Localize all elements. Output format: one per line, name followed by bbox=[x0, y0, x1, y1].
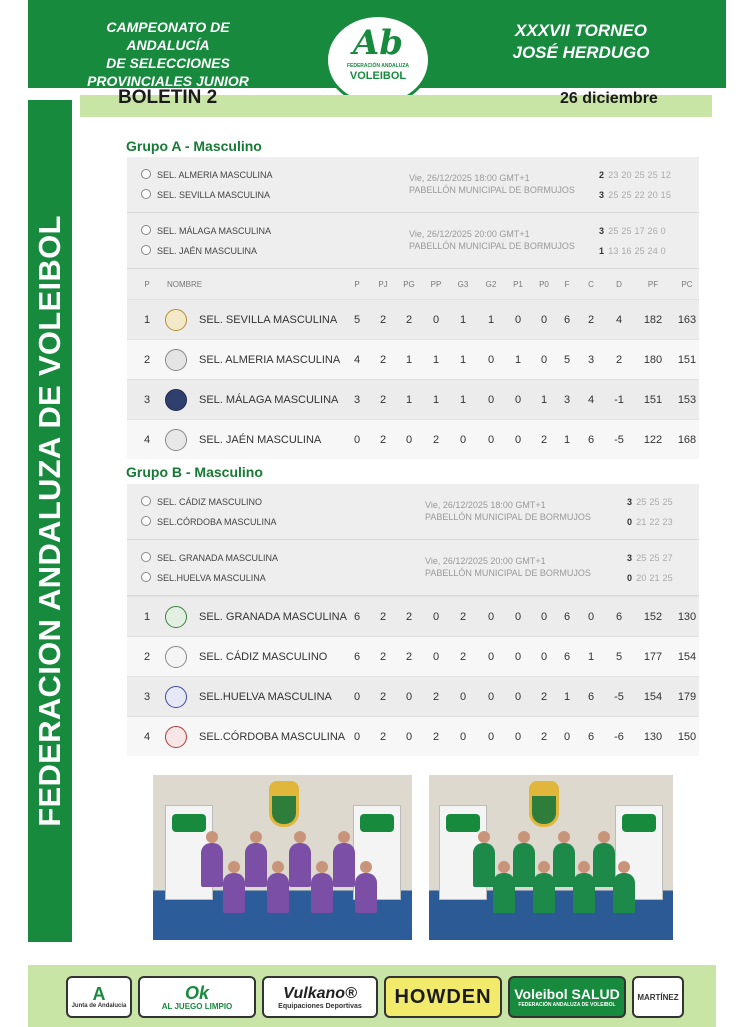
stat-f: 3 bbox=[563, 393, 571, 406]
player-figure bbox=[493, 873, 515, 913]
stat-f: 5 bbox=[563, 353, 571, 366]
team-photo-left bbox=[153, 775, 412, 940]
tournament-title-line-1: XXXVII TORNEO bbox=[515, 21, 647, 40]
stat-c: 6 bbox=[587, 690, 595, 703]
side-banner-text: FEDERACION ANDALUZA DE VOLEIBOL bbox=[32, 215, 67, 827]
stat-pp: 2 bbox=[432, 730, 440, 743]
stat-g3: 0 bbox=[459, 730, 467, 743]
team-name: SEL. ALMERIA MASCULINA bbox=[199, 353, 341, 366]
team-name: SEL. MÁLAGA MASCULINA bbox=[157, 226, 272, 236]
stat-g3: 0 bbox=[459, 690, 467, 703]
stat-pj: 2 bbox=[379, 433, 387, 446]
match-date: Vie, 26/12/2025 18:00 GMT+1 bbox=[425, 500, 546, 510]
sponsor-junta-andalucia bbox=[66, 976, 132, 1018]
match-info bbox=[409, 228, 575, 252]
team-crest-icon bbox=[165, 646, 187, 668]
home-score bbox=[627, 494, 673, 510]
stat-pf: 122 bbox=[643, 433, 663, 446]
standing-team bbox=[165, 340, 365, 379]
column-header: NOMBRE bbox=[167, 279, 203, 289]
group-a-panel bbox=[127, 157, 699, 459]
team-crest-icon bbox=[141, 516, 151, 526]
sponsors-bar bbox=[28, 965, 716, 1027]
sponsor-name: Vulkano® bbox=[283, 984, 357, 1002]
match-info bbox=[425, 555, 591, 579]
stat-pf: 182 bbox=[643, 313, 663, 326]
match-row[interactable] bbox=[127, 213, 699, 269]
stat-p1: 0 bbox=[514, 690, 522, 703]
stat-g3: 1 bbox=[459, 393, 467, 406]
tournament-title-line-2: JOSÉ HERDUGO bbox=[512, 43, 650, 62]
stat-d: -6 bbox=[614, 730, 624, 743]
standings-row[interactable] bbox=[127, 596, 699, 636]
standing-team bbox=[165, 677, 365, 716]
stat-c: 6 bbox=[587, 433, 595, 446]
federation-logo-small-text: FEDERACIÓN ANDALUZA bbox=[346, 63, 410, 69]
stat-g2: 0 bbox=[487, 650, 495, 663]
stat-pc: 150 bbox=[677, 730, 697, 743]
column-header: F bbox=[564, 279, 570, 289]
stat-g2: 0 bbox=[487, 690, 495, 703]
match-date: Vie, 26/12/2025 20:00 GMT+1 bbox=[409, 229, 530, 239]
stat-p: 0 bbox=[353, 730, 361, 743]
stat-p: 6 bbox=[353, 650, 361, 663]
standing-team bbox=[165, 637, 365, 676]
team-name: SEL. GRANADA MASCULINA bbox=[199, 610, 347, 623]
stat-d: 2 bbox=[615, 353, 623, 366]
stat-p0: 0 bbox=[540, 650, 548, 663]
home-sets-won: 3 bbox=[627, 553, 633, 563]
stat-p1: 0 bbox=[514, 433, 522, 446]
standing-position: 2 bbox=[143, 353, 151, 366]
sponsor-martinez bbox=[632, 976, 684, 1018]
team-name: SEL. ALMERIA MASCULINA bbox=[157, 170, 273, 180]
stat-p1: 1 bbox=[514, 353, 522, 366]
standings-row[interactable] bbox=[127, 716, 699, 756]
stat-g2: 1 bbox=[487, 313, 495, 326]
team-crest-icon bbox=[141, 245, 151, 255]
federation-logo-voleibol: VOLEIBOL bbox=[349, 70, 407, 82]
match-row[interactable] bbox=[127, 484, 699, 540]
standing-team bbox=[165, 380, 365, 419]
stat-p: 6 bbox=[353, 610, 361, 623]
stat-p1: 0 bbox=[514, 650, 522, 663]
team-crest-icon bbox=[165, 726, 187, 748]
standing-position: 2 bbox=[143, 650, 151, 663]
match-venue: PABELLÓN MUNICIPAL DE BORMUJOS bbox=[409, 185, 575, 195]
stat-p: 4 bbox=[353, 353, 361, 366]
column-header: P bbox=[144, 279, 150, 289]
sponsor-name: HOWDEN bbox=[394, 985, 492, 1008]
championship-title-line-3: PROVINCIALES JUNIOR bbox=[87, 73, 249, 89]
match-away-team bbox=[141, 514, 277, 530]
stat-c: 0 bbox=[587, 610, 595, 623]
team-name: SEL. CÁDIZ MASCULINO bbox=[157, 497, 263, 507]
team-name: SEL.HUELVA MASCULINA bbox=[157, 573, 266, 583]
home-score bbox=[599, 167, 671, 183]
standing-team bbox=[165, 300, 365, 339]
group-a-title: Grupo A - Masculino bbox=[126, 138, 262, 154]
stat-g3: 2 bbox=[459, 610, 467, 623]
stat-g2: 0 bbox=[487, 353, 495, 366]
sponsor-name: Voleibol SALUD bbox=[514, 986, 620, 1002]
match-home-team bbox=[141, 167, 273, 183]
match-away-team bbox=[141, 243, 257, 259]
team-crest-icon bbox=[165, 309, 187, 331]
home-score bbox=[627, 550, 673, 566]
stat-g3: 0 bbox=[459, 433, 467, 446]
stat-c: 2 bbox=[587, 313, 595, 326]
stat-pg: 2 bbox=[405, 610, 413, 623]
stat-p0: 0 bbox=[540, 353, 548, 366]
stat-pg: 1 bbox=[405, 353, 413, 366]
stat-pf: 152 bbox=[643, 610, 663, 623]
away-score bbox=[599, 187, 671, 203]
player-figure bbox=[355, 873, 377, 913]
stat-pj: 2 bbox=[379, 353, 387, 366]
stat-pf: 154 bbox=[643, 690, 663, 703]
player-figure bbox=[593, 843, 615, 887]
match-date: Vie, 26/12/2025 18:00 GMT+1 bbox=[409, 173, 530, 183]
stat-f: 6 bbox=[563, 313, 571, 326]
stat-pp: 0 bbox=[432, 313, 440, 326]
player-figure bbox=[473, 843, 495, 887]
standing-team bbox=[165, 420, 365, 459]
juego-limpio-logo-icon: Ok bbox=[184, 982, 209, 1003]
stat-p1: 0 bbox=[514, 730, 522, 743]
stat-p0: 0 bbox=[540, 610, 548, 623]
stat-f: 0 bbox=[563, 730, 571, 743]
match-home-team bbox=[141, 223, 271, 239]
stat-pc: 151 bbox=[677, 353, 697, 366]
stat-g3: 1 bbox=[459, 353, 467, 366]
away-score bbox=[627, 570, 673, 586]
coat-of-arms-icon bbox=[529, 793, 559, 827]
federation-logo bbox=[325, 14, 431, 106]
stat-f: 6 bbox=[563, 650, 571, 663]
away-score bbox=[599, 243, 666, 259]
player-figure bbox=[333, 843, 355, 887]
stat-pg: 2 bbox=[405, 650, 413, 663]
stat-p: 3 bbox=[353, 393, 361, 406]
sponsor-name: AL JUEGO LIMPIO bbox=[161, 1001, 233, 1011]
stat-p0: 2 bbox=[540, 730, 548, 743]
player-figure bbox=[245, 843, 267, 887]
player-figure bbox=[573, 873, 595, 913]
standings-header bbox=[127, 269, 699, 299]
column-header: P bbox=[354, 279, 360, 289]
column-header: PC bbox=[681, 279, 693, 289]
match-row[interactable] bbox=[127, 540, 699, 596]
team-crest-icon bbox=[165, 686, 187, 708]
home-set-points: 25 25 17 26 0 bbox=[608, 226, 666, 236]
team-crest-icon bbox=[141, 496, 151, 506]
group-b-panel bbox=[127, 484, 699, 756]
match-venue: PABELLÓN MUNICIPAL DE BORMUJOS bbox=[425, 568, 591, 578]
standing-position: 3 bbox=[143, 690, 151, 703]
column-header: P1 bbox=[513, 279, 523, 289]
match-home-team bbox=[141, 550, 278, 566]
player-figure bbox=[613, 873, 635, 913]
stat-g3: 1 bbox=[459, 313, 467, 326]
stat-pj: 2 bbox=[379, 730, 387, 743]
sponsor-howden bbox=[384, 976, 502, 1018]
column-header: PJ bbox=[378, 279, 388, 289]
stat-d: 5 bbox=[615, 650, 623, 663]
away-sets-won: 1 bbox=[599, 246, 605, 256]
sponsor-name: Junta de Andalucía bbox=[71, 1003, 127, 1009]
championship-title-line-2: DE SELECCIONES bbox=[106, 55, 230, 71]
stat-f: 1 bbox=[563, 433, 571, 446]
player-figure bbox=[513, 843, 535, 887]
match-away-team bbox=[141, 570, 266, 586]
standing-position: 4 bbox=[143, 433, 151, 446]
stat-d: -5 bbox=[614, 690, 624, 703]
player-figure bbox=[311, 873, 333, 913]
home-set-points: 23 20 25 25 12 bbox=[608, 170, 672, 180]
team-name: SEL. JAÉN MASCULINA bbox=[157, 246, 258, 256]
sponsor-voleibol-salud bbox=[508, 976, 626, 1018]
stat-p: 5 bbox=[353, 313, 361, 326]
column-header: PG bbox=[403, 279, 415, 289]
stat-p: 0 bbox=[353, 433, 361, 446]
match-date: Vie, 26/12/2025 20:00 GMT+1 bbox=[425, 556, 546, 566]
stat-pc: 130 bbox=[677, 610, 697, 623]
stat-pp: 0 bbox=[432, 610, 440, 623]
column-header: PF bbox=[647, 279, 659, 289]
stat-c: 6 bbox=[587, 730, 595, 743]
away-score bbox=[627, 514, 673, 530]
standing-position: 1 bbox=[143, 610, 151, 623]
home-sets-won: 3 bbox=[627, 497, 633, 507]
match-info bbox=[425, 499, 591, 523]
home-set-points: 25 25 27 bbox=[636, 553, 673, 563]
stat-pf: 180 bbox=[643, 353, 663, 366]
standings-row[interactable] bbox=[127, 379, 699, 419]
stat-p0: 1 bbox=[540, 393, 548, 406]
group-b-title: Grupo B - Masculino bbox=[126, 464, 263, 480]
stat-pg: 0 bbox=[405, 433, 413, 446]
home-sets-won: 2 bbox=[599, 170, 605, 180]
team-photo-right bbox=[429, 775, 673, 940]
stat-d: 4 bbox=[615, 313, 623, 326]
stat-pc: 153 bbox=[677, 393, 697, 406]
stat-pc: 163 bbox=[677, 313, 697, 326]
stat-g2: 0 bbox=[487, 433, 495, 446]
team-crest-icon bbox=[165, 389, 187, 411]
stat-pj: 2 bbox=[379, 650, 387, 663]
stat-pg: 0 bbox=[405, 690, 413, 703]
stat-p1: 0 bbox=[514, 313, 522, 326]
stat-d: -1 bbox=[614, 393, 624, 406]
stat-g2: 0 bbox=[487, 393, 495, 406]
team-name: SEL. SEVILLA MASCULINA bbox=[199, 313, 338, 326]
standing-position: 4 bbox=[143, 730, 151, 743]
column-header: C bbox=[588, 279, 594, 289]
team-crest-icon bbox=[165, 349, 187, 371]
player-figure bbox=[223, 873, 245, 913]
away-sets-won: 0 bbox=[627, 517, 633, 527]
team-name: SEL. MÁLAGA MASCULINA bbox=[199, 393, 339, 406]
column-header: PP bbox=[430, 279, 442, 289]
stat-pj: 2 bbox=[379, 313, 387, 326]
team-name: SEL. JAÉN MASCULINA bbox=[199, 433, 322, 446]
stat-pp: 2 bbox=[432, 690, 440, 703]
team-crest-icon bbox=[141, 572, 151, 582]
player-figure bbox=[533, 873, 555, 913]
stat-d: 6 bbox=[615, 610, 623, 623]
away-set-points: 20 21 25 bbox=[636, 573, 673, 583]
sponsor-sub: Equipaciones Deportivas bbox=[278, 1002, 362, 1010]
stat-c: 4 bbox=[587, 393, 595, 406]
stat-p0: 2 bbox=[540, 433, 548, 446]
stat-g2: 0 bbox=[487, 730, 495, 743]
sponsor-sub: FEDERACIÓN ANDALUZA DE VOLEIBOL bbox=[518, 1002, 616, 1008]
home-sets-won: 3 bbox=[599, 226, 605, 236]
standing-team bbox=[165, 597, 365, 636]
standings-row[interactable] bbox=[127, 299, 699, 339]
standing-position: 3 bbox=[143, 393, 151, 406]
match-row[interactable] bbox=[127, 157, 699, 213]
team-name: SEL.HUELVA MASCULINA bbox=[199, 690, 332, 703]
team-crest-icon bbox=[165, 429, 187, 451]
away-sets-won: 0 bbox=[627, 573, 633, 583]
stat-pf: 151 bbox=[643, 393, 663, 406]
bulletin-date: 26 diciembre bbox=[560, 90, 658, 107]
stat-c: 1 bbox=[587, 650, 595, 663]
away-set-points: 25 25 22 20 15 bbox=[608, 190, 672, 200]
stat-pp: 1 bbox=[432, 353, 440, 366]
column-header: G3 bbox=[457, 279, 469, 289]
player-figure bbox=[267, 873, 289, 913]
column-header: D bbox=[616, 279, 622, 289]
stat-pf: 177 bbox=[643, 650, 663, 663]
team-crest-icon bbox=[141, 552, 151, 562]
sponsor-vulkano bbox=[262, 976, 378, 1018]
stat-pc: 154 bbox=[677, 650, 697, 663]
stat-pp: 0 bbox=[432, 650, 440, 663]
column-header: P0 bbox=[539, 279, 549, 289]
away-set-points: 21 22 23 bbox=[636, 517, 673, 527]
stat-pc: 179 bbox=[677, 690, 697, 703]
coat-of-arms-icon bbox=[269, 793, 299, 827]
column-header: G2 bbox=[485, 279, 497, 289]
team-crest-icon bbox=[141, 189, 151, 199]
championship-title bbox=[68, 18, 268, 90]
away-set-points: 13 16 25 24 0 bbox=[608, 246, 666, 256]
stat-f: 1 bbox=[563, 690, 571, 703]
team-name: SEL. GRANADA MASCULINA bbox=[157, 553, 279, 563]
stat-pg: 1 bbox=[405, 393, 413, 406]
stat-pc: 168 bbox=[677, 433, 697, 446]
match-away-team bbox=[141, 187, 270, 203]
player-figure bbox=[553, 843, 575, 887]
standings-row[interactable] bbox=[127, 676, 699, 716]
tournament-title bbox=[496, 20, 666, 64]
match-info bbox=[409, 172, 575, 196]
player-figure bbox=[289, 843, 311, 887]
stat-pj: 2 bbox=[379, 690, 387, 703]
stat-pf: 130 bbox=[643, 730, 663, 743]
bulletin-title: BOLETIN 2 bbox=[118, 87, 218, 108]
stat-p: 0 bbox=[353, 690, 361, 703]
stat-p0: 2 bbox=[540, 690, 548, 703]
standings-row[interactable] bbox=[127, 419, 699, 459]
home-score bbox=[599, 223, 666, 239]
sponsor-juego-limpio bbox=[138, 976, 256, 1018]
away-sets-won: 3 bbox=[599, 190, 605, 200]
standings-row[interactable] bbox=[127, 636, 699, 676]
team-crest-icon bbox=[141, 225, 151, 235]
team-crest-icon bbox=[141, 169, 151, 179]
player-figure bbox=[201, 843, 223, 887]
stat-p0: 0 bbox=[540, 313, 548, 326]
stat-d: -5 bbox=[614, 433, 624, 446]
junta-logo-icon: A bbox=[92, 984, 106, 1004]
stat-pp: 2 bbox=[432, 433, 440, 446]
team-name: SEL. SEVILLA MASCULINA bbox=[157, 190, 271, 200]
stat-pg: 0 bbox=[405, 730, 413, 743]
championship-title-line-1: CAMPEONATO DE ANDALUCÍA bbox=[106, 19, 230, 53]
standing-team bbox=[165, 717, 365, 756]
standing-position: 1 bbox=[143, 313, 151, 326]
match-venue: PABELLÓN MUNICIPAL DE BORMUJOS bbox=[425, 512, 591, 522]
match-venue: PABELLÓN MUNICIPAL DE BORMUJOS bbox=[409, 241, 575, 251]
stat-f: 6 bbox=[563, 610, 571, 623]
team-name: SEL.CÓRDOBA MASCULINA bbox=[199, 730, 346, 743]
stat-pj: 2 bbox=[379, 610, 387, 623]
standings-row[interactable] bbox=[127, 339, 699, 379]
stat-g2: 0 bbox=[487, 610, 495, 623]
team-name: SEL.CÓRDOBA MASCULINA bbox=[157, 517, 277, 527]
stat-p1: 0 bbox=[514, 393, 522, 406]
team-name: SEL. CÁDIZ MASCULINO bbox=[199, 650, 328, 663]
stat-pj: 2 bbox=[379, 393, 387, 406]
federation-logo-mark: Ab bbox=[352, 23, 404, 63]
stat-g3: 2 bbox=[459, 650, 467, 663]
match-home-team bbox=[141, 494, 262, 510]
stat-pp: 1 bbox=[432, 393, 440, 406]
stat-p1: 0 bbox=[514, 610, 522, 623]
team-crest-icon bbox=[165, 606, 187, 628]
sponsor-name: MARTÍNEZ bbox=[637, 992, 679, 1002]
stat-pg: 2 bbox=[405, 313, 413, 326]
home-set-points: 25 25 25 bbox=[636, 497, 673, 507]
stat-c: 3 bbox=[587, 353, 595, 366]
